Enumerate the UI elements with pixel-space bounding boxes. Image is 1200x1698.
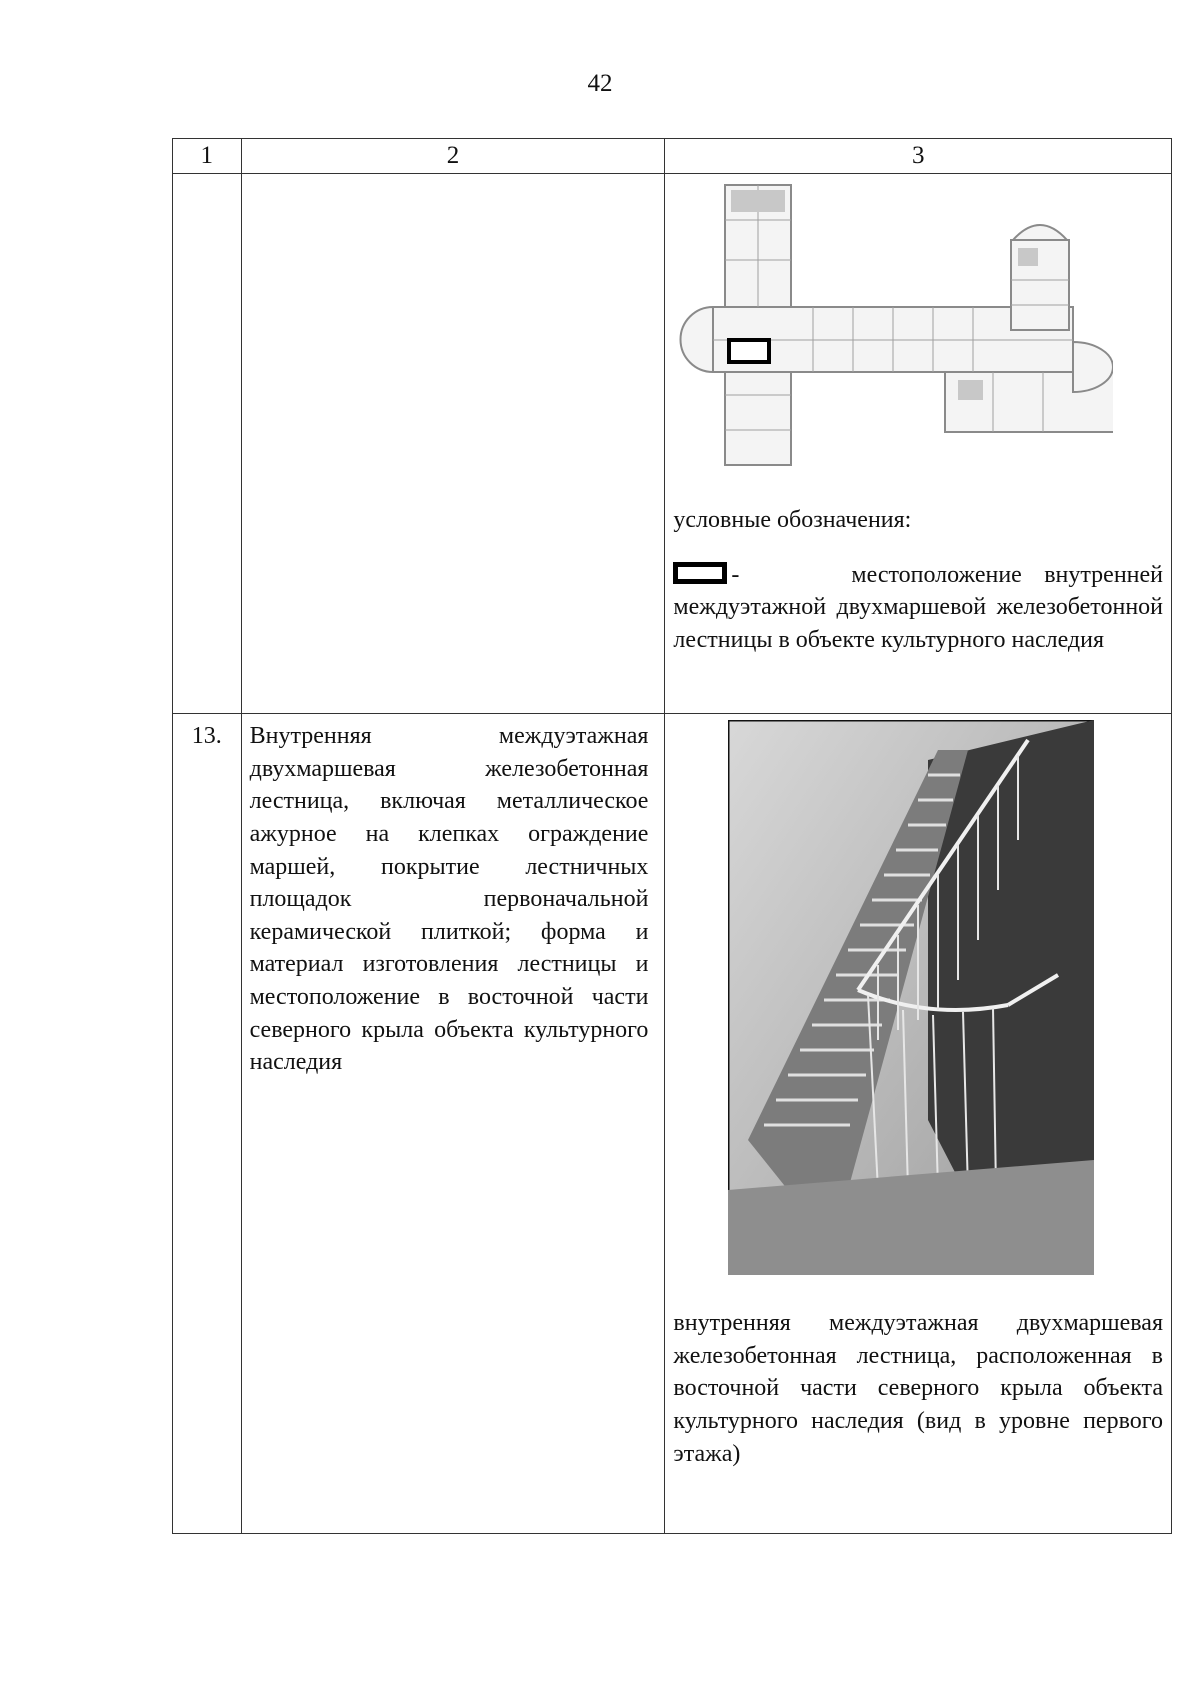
- plan-cell: [665, 174, 1172, 714]
- legend-text: местоположение внутренней междуэтажной двухмаршевой железобетонной лестницы в объекте культурного наследия: [673, 561, 1164, 653]
- table-row-plan: [173, 174, 1172, 714]
- header-col-2: 2: [241, 139, 665, 174]
- header-col-1: 1: [173, 139, 242, 174]
- legend-title: условные обозначения:: [673, 507, 912, 533]
- floor-plan-image: [673, 180, 1113, 480]
- row-number: 13.: [173, 714, 242, 1534]
- legend-dash: -: [731, 561, 740, 588]
- table-header-row: [173, 139, 1172, 174]
- table-row-13: [173, 714, 1172, 1534]
- monument-elements-table: [172, 138, 1172, 1534]
- photo-cell: [665, 714, 1172, 1534]
- staircase-photo: [728, 720, 1094, 1275]
- photo-caption: внутренняя междуэтажная двухмаршевая железобетонная лестница, расположенная в восточной части северного крыла объекта культурного наследия (вид в уровне первого этажа): [673, 1310, 1163, 1467]
- legend-marker-icon: [673, 562, 727, 584]
- legend-entry: [673, 559, 1163, 657]
- page-number: 42: [587, 70, 613, 97]
- staircase-location-marker: [729, 340, 769, 362]
- header-col-3: 3: [665, 139, 1172, 174]
- empty-description-cell: [241, 174, 665, 714]
- row-description: Внутренняя междуэтажная двухмаршевая железобетонная лестница, включая металлическое ажурное на клепках ограждение маршей, покрытие лестничных площадок первоначальной керамической плиткой; форма и материал изготовления лестницы и местоположение в восточной части северного крыла объекта культурного наследия: [241, 714, 665, 1534]
- empty-number-cell: [173, 174, 242, 714]
